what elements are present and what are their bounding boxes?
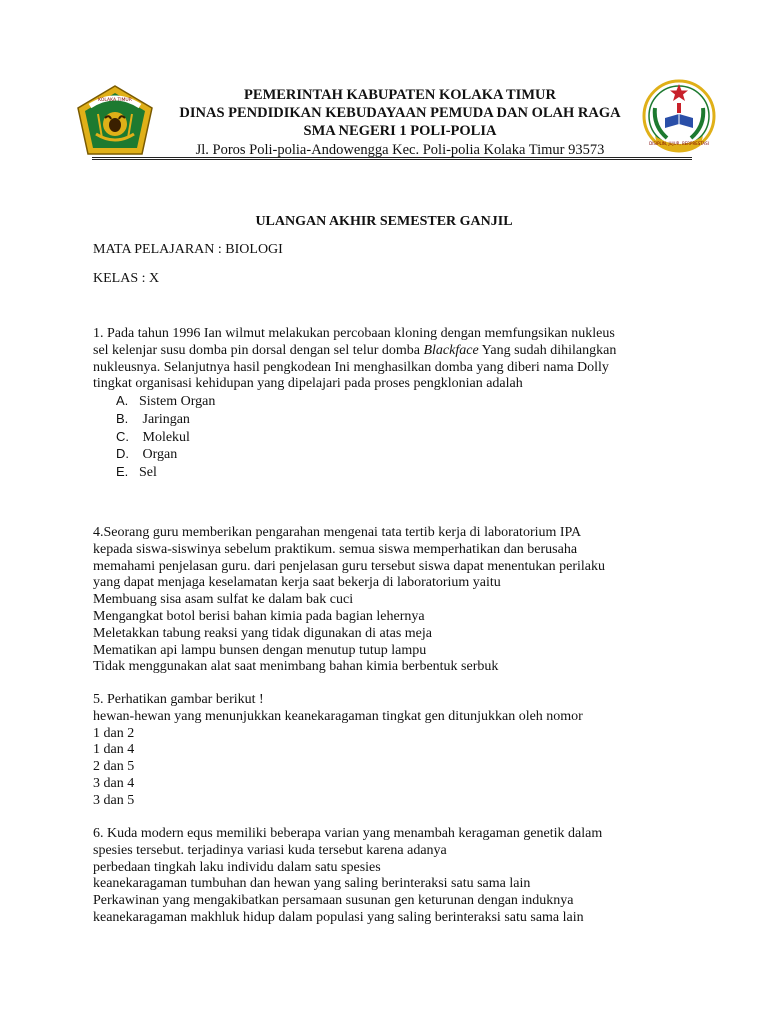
crest-text: KOLAKA TIMUR [98, 98, 132, 103]
school-emblem-icon [641, 78, 717, 154]
question-4-option: Tidak menggunakan alat saat menimbang bahan kimia berbentuk serbuk [93, 659, 499, 675]
question-4-line: 4.Seorang guru memberikan pengarahan mengenai tata tertib kerja di laboratorium IPA [93, 525, 582, 540]
exam-title: ULANGAN AKHIR SEMESTER GANJIL [255, 214, 513, 229]
question-4-option: Meletakkan tabung reaksi yang tidak digunakan di atas meja [93, 625, 433, 641]
letterhead [120, 86, 680, 159]
question-5-option: 2 dan 5 [93, 759, 135, 775]
header-divider [92, 157, 692, 158]
question-1-line: 1. Pada tahun 1996 Ian wilmut melakukan percobaan kloning dengan memfungsikan nukleus [93, 326, 615, 341]
question-6-option: perbedaan tingkah laku individu dalam satu spesies [93, 859, 381, 875]
question-4-line: memahami penjelasan guru. dari penjelasan guru tersebut siswa dapat menentukan perilaku [93, 558, 605, 574]
question-6-option: keanekaragaman makhluk hidup dalam populasi yang saling berinteraksi satu sama lain [93, 909, 584, 925]
question-4-line: kepada siswa-siswinya sebelum praktikum. semua siswa memperhatikan dan berusaha [93, 541, 578, 557]
question-5-line: hewan-hewan yang menunjukkan keanekaragaman tingkat gen ditunjukkan oleh nomor [93, 708, 583, 724]
option-a: A. Sistem Organ [116, 393, 216, 409]
question-5 [93, 692, 683, 810]
question-4-option: Mengangkat botol berisi bahan kimia pada bagian lehernya [93, 608, 425, 624]
option-c: C. Molekul [116, 428, 190, 445]
emblem-motto: DISIPLIN, JUJUR, BERPRESTASI [649, 141, 709, 146]
option-e: E. Sel [116, 464, 157, 481]
question-4 [93, 525, 683, 676]
question-6-line: 6. Kuda modern equs memiliki beberapa varian yang menambah keragaman genetik dalam [93, 826, 603, 841]
agency-name: DINAS PENDIDIKAN KEBUDAYAAN PEMUDA DAN OLAH RAGA [179, 105, 621, 121]
question-5-option: 3 dan 5 [93, 792, 135, 808]
question-6-option: keanekaragaman tumbuhan dan hewan yang saling berinteraksi satu sama lain [93, 876, 531, 892]
question-5-option: 1 dan 2 [93, 725, 135, 741]
school-name: SMA NEGERI 1 POLI-POLIA [303, 123, 497, 139]
question-5-line: 5. Perhatikan gambar berikut ! [93, 692, 264, 707]
option-d: D. Organ [116, 446, 178, 463]
question-6 [93, 826, 683, 927]
government-name: PEMERINTAH KABUPATEN KOLAKA TIMUR [244, 87, 556, 103]
question-5-option: 3 dan 4 [93, 775, 135, 791]
option-b: B. Jaringan [116, 410, 190, 427]
question-6-option: Perkawinan yang mengakibatkan persamaan susunan gen keturunan dengan induknya [93, 893, 574, 909]
grade-line: KELAS : X [93, 271, 160, 286]
question-6-line: spesies tersebut. terjadinya variasi kuda tersebut karena adanya [93, 842, 447, 858]
question-4-option: Membuang sisa asam sulfat ke dalam bak cuci [93, 592, 354, 608]
question-4-line: yang dapat menjaga keselamatan kerja saat bekerja di laboratorium yaitu [93, 575, 501, 591]
italic-breed-name: Blackface [423, 342, 479, 358]
question-1-line: tingkat organisasi kehidupan yang dipelajari pada proses pengklonian adalah [93, 376, 523, 392]
question-1-options [116, 393, 215, 482]
subject-line: MATA PELAJARAN : BIOLOGI [93, 242, 283, 257]
question-5-option: 1 dan 4 [93, 742, 135, 758]
school-address: Jl. Poros Poli-polia-Andowengga Kec. Poli-polia Kolaka Timur 93573 [195, 142, 605, 158]
question-4-option: Mematikan api lampu bunsen dengan menutup tutup lampu [93, 642, 427, 658]
question-1 [93, 326, 683, 393]
question-1-line: sel kelenjar susu domba pin dorsal dengan sel telur domba Blackface Yang sudah dihilangkan [93, 342, 617, 358]
header-divider-thin [92, 159, 692, 160]
question-1-line: nukleusnya. Selanjutnya hasil pengkodean Ini menghasilkan domba yang diberi nama Dolly [93, 359, 609, 375]
